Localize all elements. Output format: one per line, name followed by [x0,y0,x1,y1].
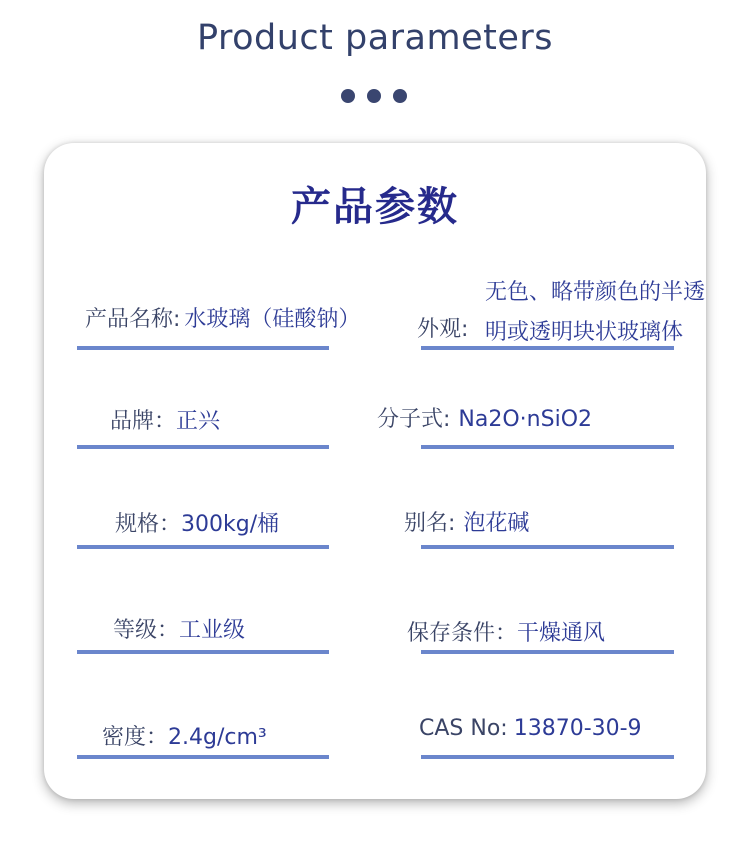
dot-icon [341,89,355,103]
param-brand-value: 正兴 [176,409,221,434]
param-spec-value: 300kg/桶 [181,512,280,537]
underline [421,445,674,449]
dots-divider [341,88,407,104]
param-appearance-label-text: 外观: [417,317,469,342]
param-name-value: 水玻璃（硅酸钠） [184,307,361,332]
param-grade-value: 工业级 [179,618,246,643]
param-cas-label: CAS No: [419,716,508,741]
underline [77,445,329,449]
param-spec-label: 规格： [115,512,182,537]
param-storage-label: 保存条件： [407,621,518,646]
param-storage [407,616,605,647]
param-appearance-value [485,273,735,353]
param-grade-label: 等级： [113,618,180,643]
underline [77,545,329,549]
underline [421,755,674,759]
param-formula-value: Na2O·nSiO2 [458,407,593,432]
param-brand [110,404,220,435]
param-appearance-label [417,312,468,343]
param-density [102,720,267,751]
param-alias [404,506,529,537]
underline [421,650,674,654]
param-grade [113,613,245,644]
param-storage-value: 干燥通风 [517,621,606,646]
card-title: 产品参数 [291,184,459,230]
param-density-value: 2.4g/cm³ [168,725,267,750]
underline [421,545,674,549]
underline [77,650,329,654]
underline [77,346,329,350]
param-cas-value: 13870-30-9 [513,716,642,741]
dot-icon [367,89,381,103]
underline [421,346,674,350]
param-alias-value: 泡花碱 [463,511,530,536]
header-title: Product parameters [196,18,554,58]
param-name [85,302,360,333]
param-brand-label: 品牌： [110,409,177,434]
param-formula-label: 分子式: [377,407,451,432]
underline [77,755,329,759]
param-appearance-value-line2: 明或透明块状玻璃体 [485,320,684,345]
param-formula [377,402,592,433]
param-appearance-value-line1: 无色、略带颜色的半透 [485,280,706,305]
param-density-label: 密度： [102,725,169,750]
param-cas [419,716,642,741]
param-name-label: 产品名称: [85,307,181,332]
dot-icon [393,89,407,103]
param-alias-label: 别名: [404,511,456,536]
parameters-card [44,143,706,799]
param-spec [115,507,279,538]
